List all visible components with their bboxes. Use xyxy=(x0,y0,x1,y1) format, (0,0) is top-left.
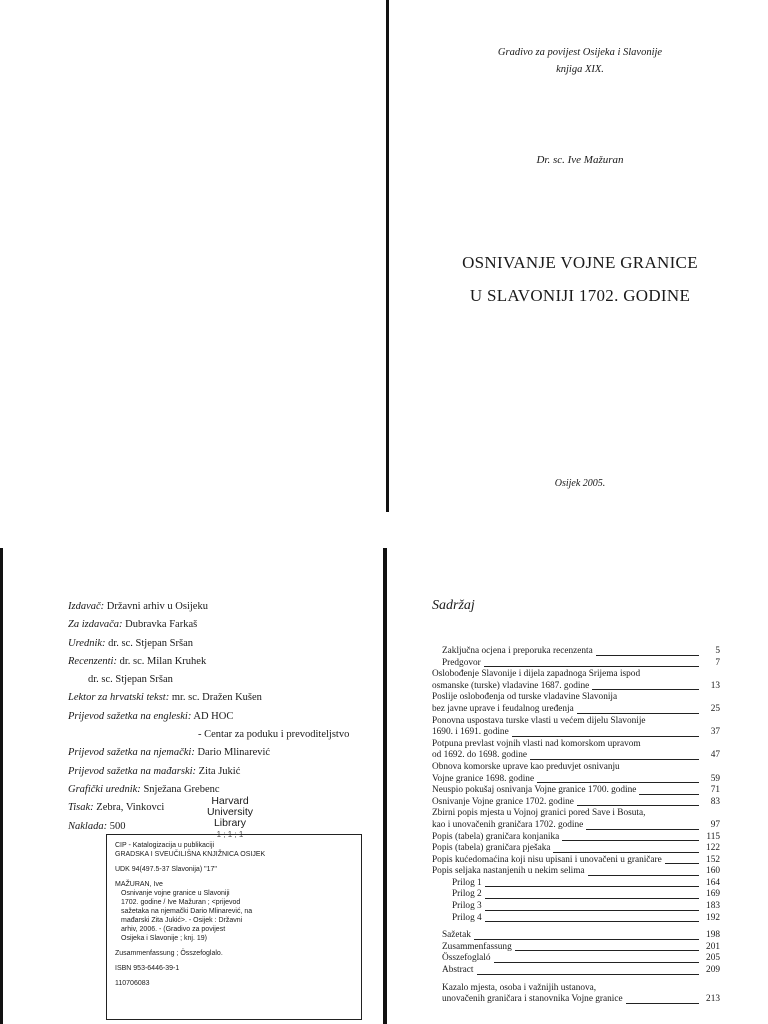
toc-leader xyxy=(665,863,699,864)
toc-leader xyxy=(485,910,699,911)
toc-entry-row xyxy=(452,878,720,890)
toc-entry xyxy=(432,785,720,797)
cip-isbn: ISBN 953-6446-39-1 xyxy=(115,965,180,972)
series-line: Gradivo za povijest Osijeka i Slavonije xyxy=(497,47,663,58)
toc-leader xyxy=(562,840,699,841)
toc-entry-row xyxy=(452,889,720,901)
toc-entry xyxy=(432,692,720,715)
cip-body-line: Osijeka i Slavonije ; knj. 19) xyxy=(121,935,207,942)
toc-leader xyxy=(626,1003,699,1004)
toc-leader xyxy=(485,898,699,899)
toc-leader xyxy=(588,875,699,876)
toc-entry-row xyxy=(442,994,720,1006)
toc-entry-title: Neuspio pokušaj osnivanja Vojne granice 1700. godine xyxy=(432,785,637,796)
author: Dr. sc. Ive Mažuran xyxy=(536,154,624,166)
imprint-value: Snježana Grebenc xyxy=(140,783,220,795)
imprint-row xyxy=(68,708,368,726)
toc-entry-title: Osnivanje Vojne granice 1702. godine xyxy=(432,796,574,807)
toc-page-number: 71 xyxy=(710,785,720,796)
toc-entry-line: Zbirni popis mjesta u Vojnoj granici pored Save i Bosuta, xyxy=(432,808,646,819)
toc-entry-title: Sažetak xyxy=(442,930,471,941)
toc-entry-row xyxy=(432,704,720,716)
cip-body-line: Osnivanje vojne granice u Slavoniji xyxy=(121,890,230,897)
toc-entry xyxy=(432,808,720,831)
volume-line: knjiga XIX. xyxy=(556,64,604,75)
toc-entry-line: Potpuna prevlast vojnih vlasti nad komorskom upravom xyxy=(432,738,641,749)
toc-page-number: 37 xyxy=(710,727,720,738)
cip-record xyxy=(106,834,362,1020)
book-title xyxy=(420,246,740,312)
cip-head-line: CIP - Katalogizacija u publikaciji xyxy=(115,842,215,849)
imprint-value: AD HOC xyxy=(191,710,234,722)
toc-page-number: 5 xyxy=(715,646,720,656)
toc-entry-title: Zusammenfassung xyxy=(442,941,512,952)
toc-leader xyxy=(484,666,699,667)
imprint-label: Prijevod sažetka na njemački: xyxy=(68,747,195,759)
toc-page-number: 122 xyxy=(706,843,720,854)
toc-entry-row xyxy=(432,855,720,867)
imprint-row xyxy=(68,635,368,653)
imprint-value: Zebra, Vinkovci xyxy=(93,802,165,814)
toc-entry xyxy=(432,942,720,954)
toc-entry-title: Abstract xyxy=(442,965,474,976)
toc-page-number: 164 xyxy=(706,877,720,888)
imprint-label: Za izdavača: xyxy=(68,619,123,631)
toc-entry-title: Popis seljaka nastanjenih u nekim selima xyxy=(432,866,585,877)
cip-body-line: 1702. godine / Ive Mažuran ; <prijevod xyxy=(121,899,241,906)
toc-entry-row xyxy=(432,843,720,855)
toc-leader xyxy=(530,759,699,760)
toc-entry xyxy=(432,983,720,1006)
toc-page-number: 83 xyxy=(710,796,720,807)
imprint-label: Tisak: xyxy=(68,802,94,814)
toc-entry-row xyxy=(442,942,720,954)
toc-entry-line: Ponovna uspostava turske vlasti u većem dijelu Slavonije xyxy=(432,715,646,726)
imprint-row xyxy=(68,763,368,781)
toc-entry-row xyxy=(432,750,720,762)
toc-page-number: 25 xyxy=(710,703,720,714)
toc-leader xyxy=(592,689,699,690)
toc-page-number: 59 xyxy=(710,773,720,784)
toc-entry-row xyxy=(442,965,720,977)
toc-entry-row xyxy=(452,913,720,925)
toc-entry-title: Összefoglaló xyxy=(442,953,491,964)
imprint-label: Prijevod sažetka na mađarski: xyxy=(68,765,197,777)
toc-entry xyxy=(432,930,720,942)
cip-udk: UDK 94(497.5-37 Slavonija) "17" xyxy=(115,866,217,873)
toc-page-number: 160 xyxy=(706,866,720,877)
toc-entry-title: Predgovor xyxy=(442,657,481,668)
toc-entry-title: Popis (tabela) graničara konjanika xyxy=(432,831,560,842)
toc-page-number: 47 xyxy=(710,750,720,761)
imprint-label: Lektor za hrvatski tekst: xyxy=(68,692,170,704)
imprint-value: 500 xyxy=(107,820,126,832)
toc-entry-line: Oslobođenje Slavonije i dijela zapadnoga Srijema ispod xyxy=(432,669,641,680)
toc-entry-title: unovačenih graničara i stanovnika Vojne granice xyxy=(442,994,623,1005)
toc-entry xyxy=(432,832,720,844)
toc-title: Sadržaj xyxy=(432,598,475,613)
toc-entry-title: Prilog 3 xyxy=(452,901,482,912)
toc-leader xyxy=(553,852,699,853)
place-year: Osijek 2005. xyxy=(554,478,606,489)
toc-entry-row xyxy=(432,832,720,844)
toc-leader xyxy=(512,736,699,737)
toc-page-number: 97 xyxy=(710,819,720,830)
toc-leader xyxy=(577,713,699,714)
cip-body-line: arhiv, 2006. - (Gradivo za povijest xyxy=(121,926,226,933)
toc-entry xyxy=(432,901,720,913)
toc-entry-row xyxy=(432,681,720,693)
title-line-1: OSNIVANJE VOJNE GRANICE xyxy=(462,253,698,272)
toc-entry xyxy=(432,716,720,739)
toc-entry-row xyxy=(432,866,720,878)
imprint-value: dr. sc. Milan Kruhek xyxy=(116,655,207,667)
toc-entry xyxy=(432,797,720,809)
toc-entry-row xyxy=(432,727,720,739)
imprint-label: Prijevod sažetka na engleski: xyxy=(68,710,192,722)
toc-entry xyxy=(432,889,720,901)
toc-entry-title: Popis kućedomaćina koji nisu upisani i unovačeni u graničare xyxy=(432,854,662,865)
toc-page-number: 192 xyxy=(706,912,720,923)
toc-entry-title: od 1692. do 1698. godine xyxy=(432,750,528,761)
toc-page-number: 209 xyxy=(706,965,720,976)
imprint-value: dr. sc. Stjepan Sršan xyxy=(105,637,194,649)
toc-entry xyxy=(432,658,720,670)
toc-leader xyxy=(586,829,699,830)
toc-leader xyxy=(515,950,699,951)
toc-leader xyxy=(485,921,699,922)
series-title xyxy=(420,44,740,78)
imprint-label: Naklada: xyxy=(68,820,108,832)
imprint-value: Državni arhiv u Osijeku xyxy=(104,601,208,612)
toc-leader xyxy=(477,974,700,975)
toc-entry-row xyxy=(432,774,720,786)
toc-entry-title: Prilog 2 xyxy=(452,889,482,900)
toc-entry xyxy=(432,855,720,867)
toc-page-number: 152 xyxy=(706,854,720,865)
toc-entry xyxy=(432,913,720,925)
stamp-marks: 1 ; 1 ; 1 xyxy=(216,830,244,839)
imprint-row xyxy=(68,689,368,707)
toc-leader xyxy=(485,886,699,887)
cip-body-line: sažetaka na njemački Dario Mlinarević, na xyxy=(121,908,253,915)
imprint-row xyxy=(68,598,368,616)
cip-head-line: GRADSKA I SVEUČILIŠNA KNJIŽNICA OSIJEK xyxy=(115,851,266,858)
imprint-row xyxy=(68,726,368,744)
toc-entry-title: bez javne uprave i feudalnog uređenja xyxy=(432,703,574,714)
toc-page-number: 7 xyxy=(715,657,720,668)
toc-page-number: 198 xyxy=(706,930,720,941)
toc-page-number: 169 xyxy=(706,889,720,900)
toc-entry-line: Poslije oslobođenja od turske vladavine Slavonija xyxy=(432,692,618,703)
toc-entry-row xyxy=(442,953,720,965)
imprint-value: Dubravka Farkaš xyxy=(122,619,198,631)
toc-page-number: 201 xyxy=(706,941,720,952)
toc-entry-title: kao i unovačenih graničara 1702. godine xyxy=(432,819,584,830)
toc-entry-title: Prilog 1 xyxy=(452,877,482,888)
toc-entry-row xyxy=(432,797,720,809)
toc-entry-title: Zaključna ocjena i preporuka recenzenta xyxy=(442,646,593,656)
scan-edge-left xyxy=(0,548,3,1024)
toc-entry-line: Kazalo mjesta, osoba i važnijih ustanova, xyxy=(442,982,597,993)
toc-leader xyxy=(596,655,699,656)
imprint-value: mr. sc. Dražen Kušen xyxy=(169,692,262,704)
imprint-row xyxy=(68,671,368,689)
toc-entry xyxy=(432,878,720,890)
cip-body xyxy=(115,880,353,943)
imprint-row xyxy=(68,744,368,762)
cip-head xyxy=(115,841,353,859)
toc-page-number: 213 xyxy=(706,994,720,1005)
stamp-line: Harvard xyxy=(211,795,249,807)
toc-entry xyxy=(432,762,720,785)
cip-body-line: mađarski Zita Jukić>. - Osijek : Državni xyxy=(121,917,243,924)
toc-entry-title: 1690. i 1691. godine xyxy=(432,727,509,738)
toc-entry xyxy=(432,646,720,658)
toc-leader xyxy=(577,805,699,806)
toc-entry xyxy=(432,669,720,692)
toc-entry-title: Popis (tabela) graničara pješaka xyxy=(432,843,551,854)
toc-entry-row xyxy=(432,820,720,832)
toc-entry xyxy=(432,866,720,878)
cip-body-line: MAŽURAN, Ive xyxy=(115,881,163,888)
toc-page-number: 13 xyxy=(710,680,720,691)
imprint-value: - Centar za poduku i prevoditeljstvo xyxy=(198,729,350,741)
imprint-row xyxy=(68,653,368,671)
imprint-label: Urednik: xyxy=(68,637,106,649)
imprint-row xyxy=(68,616,368,634)
stamp-line: Library xyxy=(213,817,247,829)
toc-entry xyxy=(432,953,720,965)
toc-entry-title: Prilog 4 xyxy=(452,912,482,923)
table-of-contents xyxy=(432,646,720,1006)
toc-entry-line: Obnova komorske uprave kao preduvjet osnivanju xyxy=(432,761,620,772)
toc-page-number: 115 xyxy=(706,831,720,842)
imprint-value: dr. sc. Stjepan Sršan xyxy=(88,674,173,686)
toc-page-number: 205 xyxy=(706,953,720,964)
imprint-label: Recenzenti: xyxy=(68,655,117,667)
toc-entry-row xyxy=(442,658,720,670)
imprint-value: Dario Mlinarević xyxy=(194,747,271,759)
imprint-label: Izdavač: xyxy=(68,601,105,612)
toc-entry-row xyxy=(432,785,720,797)
toc-page-number: 183 xyxy=(706,901,720,912)
toc-leader xyxy=(494,962,699,963)
toc-entry-row xyxy=(452,901,720,913)
toc-entry xyxy=(432,843,720,855)
toc-entry-title: Vojne granice 1698. godine xyxy=(432,773,535,784)
stamp-line: University xyxy=(206,806,254,818)
title-line-2: U SLAVONIJI 1702. GODINE xyxy=(469,286,691,305)
toc-entry-title: osmanske (turske) vladavine 1687. godine xyxy=(432,680,590,691)
toc-entry xyxy=(432,739,720,762)
toc-entry xyxy=(432,965,720,977)
cip-number: 110706083 xyxy=(115,980,150,987)
scan-edge xyxy=(386,0,389,512)
toc-entry-row xyxy=(442,930,720,942)
toc-leader xyxy=(474,939,699,940)
cip-notes: Zusammenfassung ; Összefoglalo. xyxy=(115,950,223,957)
imprint-label: Grafički urednik: xyxy=(68,783,141,795)
scan-edge-center xyxy=(383,548,387,1024)
toc-entry-row xyxy=(442,646,720,658)
toc-leader xyxy=(639,794,699,795)
toc-leader xyxy=(537,782,699,783)
imprint-value: Zita Jukić xyxy=(196,765,241,777)
